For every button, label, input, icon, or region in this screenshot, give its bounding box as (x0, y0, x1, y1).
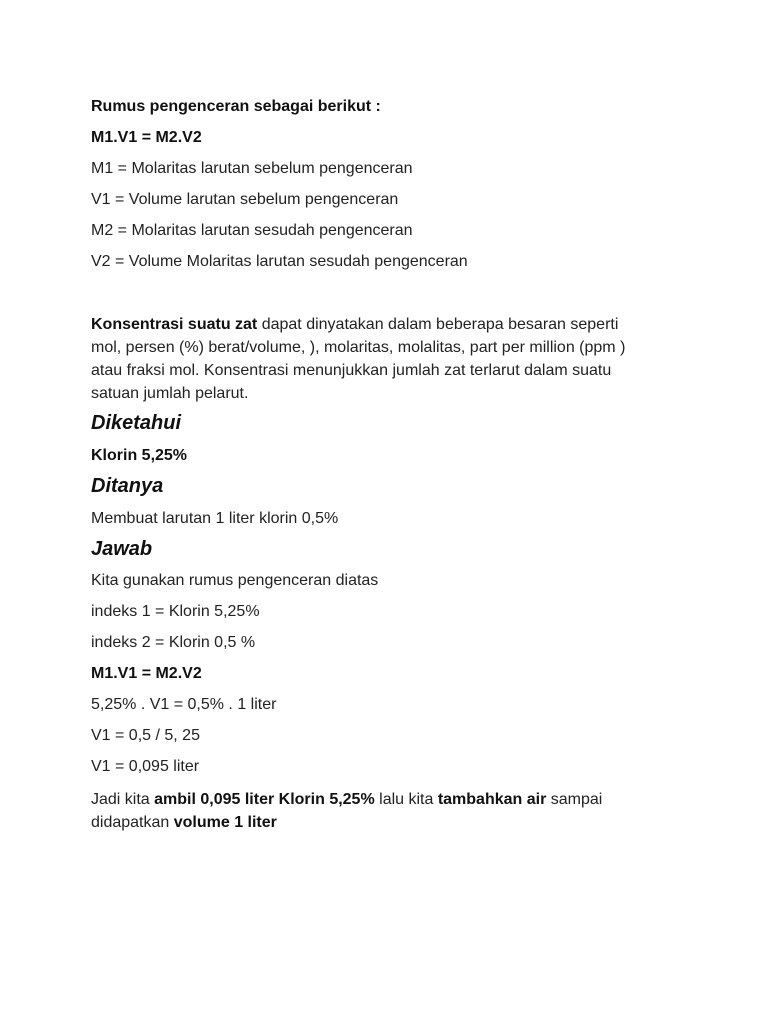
diketahui-value: Klorin 5,25% (91, 447, 188, 464)
konsentrasi-line1: dapat dinyatakan dalam beberapa besaran seperti (257, 316, 619, 333)
definition-v1: V1 = Volume larutan sebelum pengenceran (91, 191, 399, 208)
definition-v2: V2 = Volume Molaritas larutan sesudah pengenceran (91, 253, 468, 270)
conclusion-part-3: sampai (546, 791, 603, 808)
ditanya-value: Membuat larutan 1 liter klorin 0,5% (91, 510, 339, 527)
jawab-step-2: indeks 1 = Klorin 5,25% (91, 603, 260, 620)
conclusion-bold-1: ambil 0,095 liter Klorin 5,25% (154, 791, 375, 808)
jawab-step-1: Kita gunakan rumus pengenceran diatas (91, 572, 379, 589)
jawab-conclusion (91, 788, 681, 834)
konsentrasi-paragraph (91, 313, 681, 405)
konsentrasi-line3: atau fraksi mol. Konsentrasi menunjukkan jumlah zat terlarut dalam suatu (91, 362, 612, 379)
konsentrasi-line4: satuan jumlah pelarut. (91, 385, 249, 402)
rumus-intro: Rumus pengenceran sebagai berikut : (91, 98, 381, 115)
rumus-formula: M1.V1 = M2.V2 (91, 129, 202, 146)
definition-m2: M2 = Molaritas larutan sesudah pengenceran (91, 222, 413, 239)
conclusion-bold-3: volume 1 liter (173, 814, 277, 831)
conclusion-bold-2: tambahkan air (437, 791, 547, 808)
conclusion-part-2: lalu kita (374, 791, 438, 808)
conclusion-part-1: Jadi kita (91, 791, 155, 808)
jawab-formula: M1.V1 = M2.V2 (91, 665, 202, 682)
konsentrasi-line2: mol, persen (%) berat/volume, ), molaritas, molalitas, part per million (ppm ) (91, 339, 626, 356)
heading-diketahui: Diketahui (91, 412, 182, 434)
jawab-calc-2: V1 = 0,5 / 5, 25 (91, 727, 200, 744)
conclusion-part-4: didapatkan (91, 814, 174, 831)
jawab-calc-3: V1 = 0,095 liter (91, 758, 200, 775)
konsentrasi-term: Konsentrasi suatu zat (91, 316, 258, 333)
jawab-calc-1: 5,25% . V1 = 0,5% . 1 liter (91, 696, 277, 713)
heading-ditanya: Ditanya (91, 475, 164, 497)
definition-m1: M1 = Molaritas larutan sebelum pengenceran (91, 160, 413, 177)
heading-jawab: Jawab (91, 538, 153, 560)
jawab-step-3: indeks 2 = Klorin 0,5 % (91, 634, 256, 651)
